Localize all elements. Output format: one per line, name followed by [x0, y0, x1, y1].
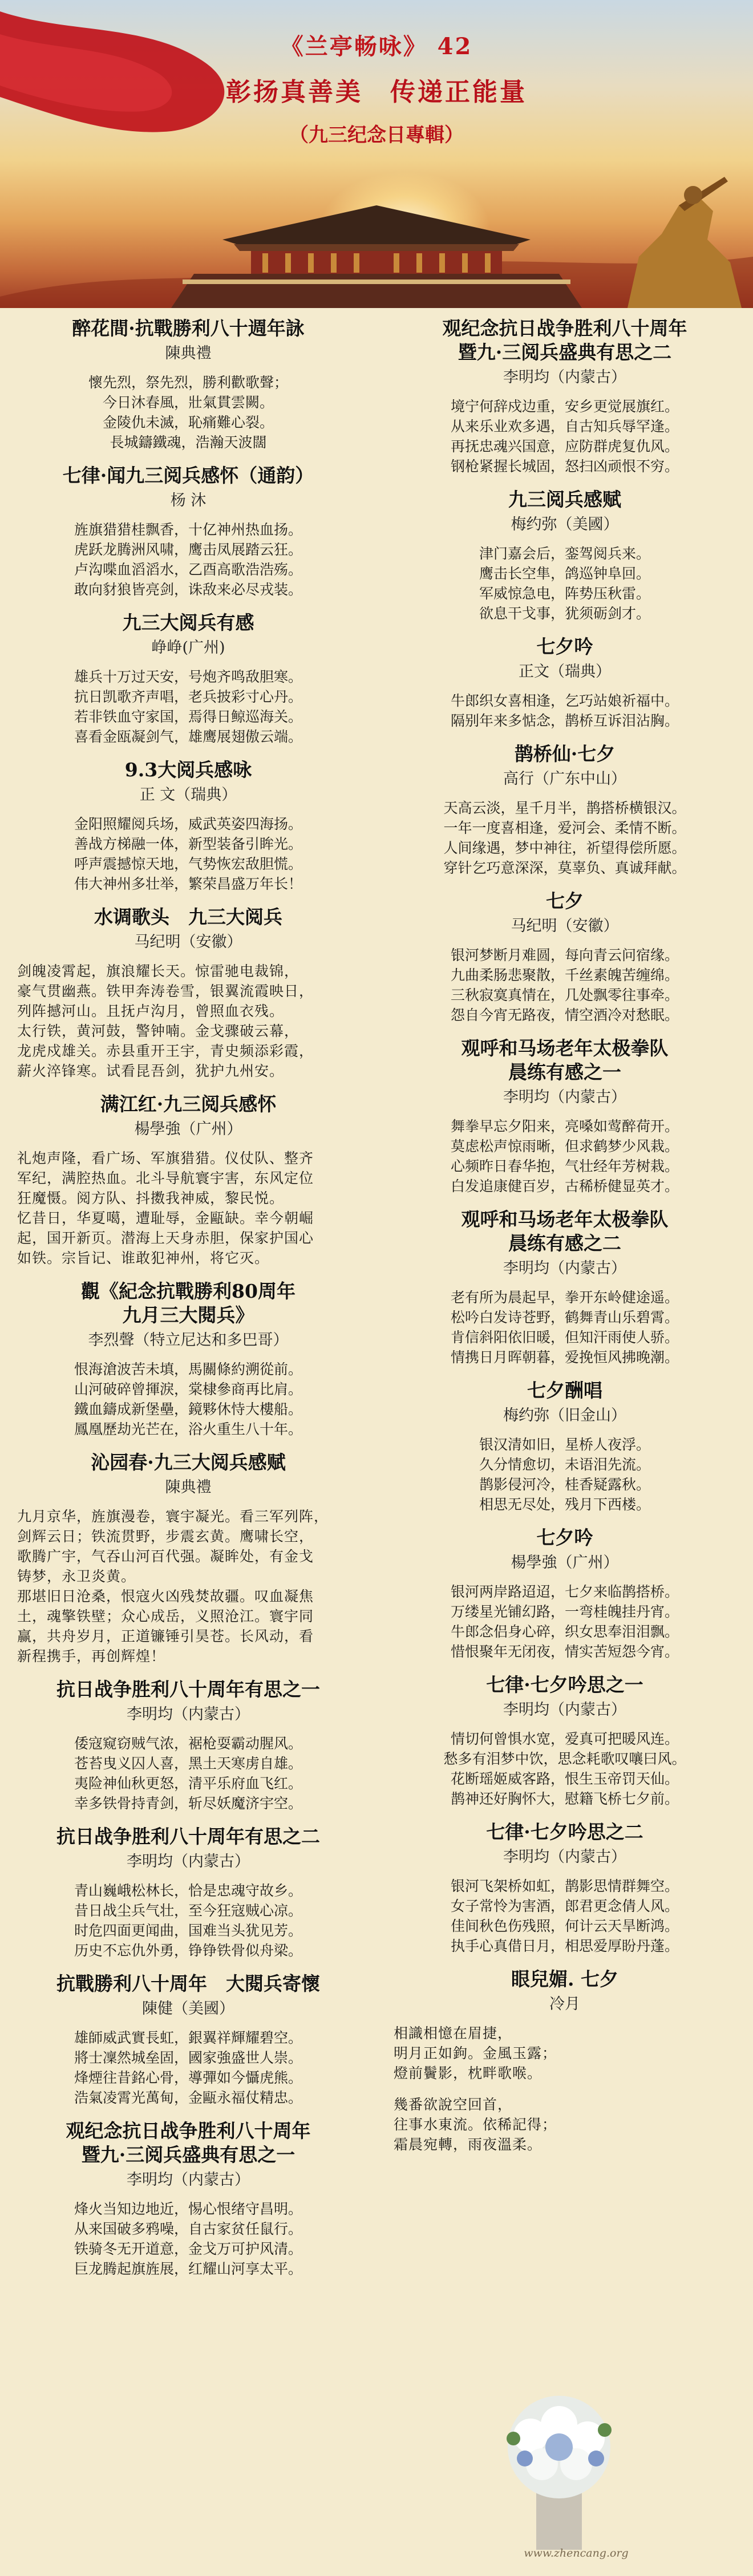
poem-author: 李明均（内蒙古）: [503, 1701, 626, 1719]
poem-body: [6, 814, 371, 894]
poem-line: 赢，共舟岁月，正道镰锤引昊苍。长风动，看: [17, 1628, 314, 1645]
poem-body: [6, 2199, 371, 2279]
poem-title: 七夕: [546, 890, 584, 912]
poem-block: [6, 2119, 371, 2279]
poem-line: 青山巍峨松林长，恰是忠魂守故乡。: [74, 1882, 302, 1899]
poem-body: [6, 2028, 371, 2108]
poem-line: 薪火淬锋寒。试看昆吾剑，犹护九州安。: [17, 1063, 285, 1079]
poem-line: 敢向豺狼皆亮剑，诛敌来必尽戎装。: [74, 581, 302, 598]
poem-line: 银汉清如旧，星桥人夜浮。: [479, 1436, 650, 1453]
poem-body: [6, 1359, 371, 1439]
poem-line: 花断瑶姬威客路，恨生玉帝罚天仙。: [450, 1771, 679, 1787]
poem-author: 马纪明（安徽）: [134, 933, 242, 951]
right-column: [382, 317, 747, 2166]
poem-line: 鐵血鑄成新堡壘，鏡夥休恃大樓船。: [74, 1401, 302, 1417]
poem-line: 银河飞架桥如虹，鹊影思情群舞空。: [450, 1878, 679, 1894]
poem-line: 鳳凰歷劫光芒在，浴火重生八十年。: [74, 1421, 302, 1437]
poem-body: [382, 798, 747, 878]
poem-body: [382, 2023, 747, 2154]
poem-title: 九三阅兵感赋: [508, 488, 621, 511]
poem-author: 梅约弥（美國）: [511, 516, 619, 533]
poem-title: 鹊桥仙·七夕: [514, 743, 616, 765]
poem-block: [382, 1673, 747, 1809]
poem-line: 龙虎戍雄关。赤县重开王宇，青史频添彩霞，: [17, 1043, 314, 1059]
poem-line: 忆昔日，华夏噶，遭耻辱，金甌缺。幸今朝崛: [17, 1210, 314, 1226]
poem-line: 隔别年来多惦念，鹊桥互诉泪沾胸。: [450, 712, 679, 729]
poem-line: 今日沐春風，壯氣貫雲闕。: [102, 394, 274, 411]
poem-line: 倭寇窥窃贼气浓，裾枪耍霸动腥风。: [74, 1735, 302, 1752]
poem-block: [6, 611, 371, 747]
poem-block: [382, 1036, 747, 1196]
poem-title: 七律·七夕吟思之二: [486, 1821, 643, 1843]
poem-line: 烽煙往昔銘心骨，導彈如今懾虎熊。: [74, 2069, 302, 2086]
poem-line: 霜晨宛轉，雨夜溫柔。: [394, 2136, 543, 2153]
poem-block: [382, 1208, 747, 1367]
poem-author: 梅约弥（旧金山）: [503, 1407, 626, 1424]
poem-title: 观呼和马场老年太极拳队 晨练有感之二: [461, 1208, 669, 1254]
poem-line: 九月京华，旌旗漫卷，寰宇凝光。看三军列阵，: [17, 1508, 329, 1525]
poem-title: 水调歌头 九三大阅兵: [94, 906, 282, 928]
poem-author: 李明均（内蒙古）: [127, 1853, 250, 1870]
poem-line: 如铁。宗旨记、谁敢犯神州，将它灭。: [17, 1250, 270, 1266]
poem-line: 牛郎织女喜相逢，乞巧站娘祈福中。: [450, 692, 679, 709]
poem-title: 满江红·九三阅兵感怀: [100, 1093, 277, 1115]
poem-line: 牛郎念侣身心碎，织女思奉泪泪飘。: [450, 1623, 679, 1640]
flower-bouquet-image: [473, 2384, 645, 2550]
poem-author: 陳典禮: [165, 345, 212, 362]
poem-line: 虎跃龙腾洲风啸，鹰击凤展踏云狂。: [74, 541, 302, 558]
poem-author: 峥峥(广州): [151, 639, 225, 657]
poem-body: [382, 396, 747, 476]
poem-line: 抗日凯歌齐声唱，老兵披彩寸心丹。: [74, 688, 302, 705]
poem-line: 伟大神州多壮举，繁荣昌盛万年长！: [74, 876, 302, 892]
poem-line: 狂魔慑。阅方队、抖擞我神威，黎民悦。: [17, 1190, 285, 1206]
poem-title: 觀《紀念抗戰勝利80周年 九月三大閱兵》: [81, 1280, 295, 1326]
palace-illustration: [171, 194, 582, 308]
poem-line: 九曲柔肠悲聚散，千丝素魄苦缠绵。: [450, 967, 679, 983]
poem-line: 一年一度喜相逢，爱河会、柔情不断。: [443, 820, 686, 836]
poem-line: 將士凜然城垒固，國家強盛世人崇。: [74, 2050, 302, 2066]
poem-line: 铁骑冬无开道意，金戈万可护风清。: [74, 2241, 302, 2257]
poem-author: 陳健（美國）: [142, 2000, 234, 2018]
slogan: 彰扬真善美 传递正能量: [226, 78, 527, 107]
poem-block: [6, 1678, 371, 1813]
poem-line: 旌旗猎猎桂飘香，十亿神州热血扬。: [74, 521, 302, 538]
poem-author: 李烈聲（特立尼达和多巴哥）: [88, 1331, 289, 1349]
poem-title: 抗日战争胜利八十周年有思之一: [56, 1678, 320, 1700]
poem-block: [382, 1967, 747, 2154]
poem-author: 正文（瑞典）: [519, 663, 611, 681]
poem-block: [382, 635, 747, 731]
poem-line: 军纪，满腔热血。北斗导航寰宇害，东风定位: [17, 1170, 314, 1186]
poem-title: 七律·七夕吟思之一: [486, 1674, 643, 1696]
poem-line: 昔日战尘兵气壮，至今狂寇贼心凉。: [74, 1902, 302, 1919]
poem-body: [6, 667, 371, 747]
poem-block: [6, 1451, 371, 1666]
poem-line: 幸多铁骨持青剑，斩尽妖魔济宇空。: [74, 1795, 302, 1812]
poem-block: [382, 1379, 747, 1514]
poem-line: 相思无尽处，残月下西楼。: [479, 1496, 650, 1513]
poem-block: [382, 1820, 747, 1956]
poem-line: 万缕星光铺幻路，一弯桂魄挂丹宵。: [450, 1603, 679, 1620]
poem-title: 七夕吟: [536, 635, 593, 658]
poem-line: 相識相憶在眉捷，: [394, 2025, 513, 2042]
poem-author: 正 文（瑞典）: [139, 786, 237, 804]
poem-body: [6, 1733, 371, 1813]
poem-block: [6, 317, 371, 452]
poem-author: 李明均（内蒙古）: [127, 1706, 250, 1723]
poem-line: 礼炮声隆，看广场、军旗猎猎。仪仗队、整齐: [17, 1150, 314, 1167]
poem-line: [394, 2083, 736, 2095]
poem-line: 若非铁血守家国，焉得日鲸巡海关。: [74, 708, 302, 725]
header-banner: [0, 0, 753, 308]
poem-line: 心频昨日春华抱，气壮经年芳树栽。: [450, 1158, 679, 1174]
poem-title: 七律·闻九三阅兵感怀（通韵）: [62, 464, 314, 487]
poem-line: 从来国破多鸦噪，自古家贫任鼠行。: [74, 2221, 302, 2237]
poem-author: 楊學強（广州）: [511, 1554, 619, 1571]
poem-block: [6, 1972, 371, 2108]
poem-block: [382, 742, 747, 878]
poem-body: [382, 1116, 747, 1196]
poem-title: 沁园春·九三大阅兵感赋: [91, 1451, 286, 1473]
poem-block: [382, 317, 747, 476]
poem-title: 抗日战争胜利八十周年有思之二: [56, 1825, 320, 1848]
poem-title: 9.3大阅兵感咏: [124, 759, 252, 781]
poem-body: [6, 372, 371, 452]
poem-block: [382, 1526, 747, 1662]
poem-line: 时危四面更闻曲，国难当头犹见芳。: [74, 1922, 302, 1939]
poem-body: [6, 1506, 371, 1666]
poem-author: 楊學強（广州）: [134, 1120, 242, 1138]
poem-body: [382, 945, 747, 1025]
poem-line: 太行铁，黄河鼓，警钟喃。金戈骤破云幕，: [17, 1023, 299, 1039]
poem-line: 新程携手，再创辉煌！: [17, 1648, 166, 1664]
poem-author: 李明均（内蒙古）: [127, 2171, 250, 2189]
poem-body: [6, 1148, 371, 1268]
poem-line: 三秋寂寞真情在，几处飘零往事牵。: [450, 987, 679, 1003]
poem-line: 天高云淡，星千月半，鹊搭桥横银汉。: [443, 800, 686, 816]
poem-title: 醉花間·抗戰勝利八十週年詠: [72, 317, 305, 339]
poem-line: 雄師威武實長虹，銀翼祥輝耀碧空。: [74, 2030, 302, 2046]
poem-body: [382, 544, 747, 623]
poem-line: 喜看金瓯凝剑气，雄鹰展翅傲云端。: [74, 728, 302, 745]
poem-line: 呼声震撼惊天地，气势恢宏敌胆慌。: [74, 856, 302, 872]
poem-line: 卢沟喋血滔滔水，乙酉高歌浩浩殇。: [74, 561, 302, 578]
poem-line: 起，国开新页。潜海上天身赤胆，保家护国心: [17, 1230, 314, 1246]
poem-line: 往事水東流。依稀記得；: [394, 2116, 557, 2133]
poem-block: [6, 1279, 371, 1439]
poem-line: 情切何曾惧水宽，爱真可把暖风连。: [450, 1731, 679, 1747]
poem-title: 观纪念抗日战争胜利八十周年 暨九·三阅兵盛典有思之一: [66, 2120, 311, 2166]
poem-body: [6, 520, 371, 600]
poem-line: 愁多有泪梦中饮，思念耗歌叹嚷曰风。: [443, 1751, 686, 1767]
poem-line: 铸梦，永卫炎黄。: [17, 1568, 136, 1585]
poem-body: [382, 1876, 747, 1956]
poem-line: 恨海滄波苦未填，馬關條約溯從前。: [74, 1361, 302, 1378]
poem-block: [382, 488, 747, 623]
poem-line: 穿针乞巧意深深，莫辜负、真诚拜献。: [443, 860, 686, 876]
poem-title: 抗戰勝利八十周年 大閱兵寄懷: [56, 1972, 320, 1995]
poem-author: 高行（广东中山）: [503, 770, 626, 788]
poem-line: 剑辉云日；铁流贯野，步震玄黄。鹰啸长空，: [17, 1528, 314, 1545]
poem-line: 鹊神还好胸怀大，慰籍飞桥七夕前。: [450, 1791, 679, 1807]
poem-title: 七夕吟: [536, 1526, 593, 1549]
poem-line: 历史不忘仇外勇，铮铮铁骨似舟梁。: [74, 1942, 302, 1959]
poem-line: 钢枪紧握长城固，怒扫凶顽恨不穷。: [450, 458, 679, 475]
poem-title: 观纪念抗日战争胜利八十周年 暨九·三阅兵盛典有思之二: [442, 317, 687, 363]
poem-line: 老有所为晨起早，拳开东岭健途遥。: [450, 1289, 679, 1306]
poem-author: 马纪明（安徽）: [511, 917, 619, 935]
poem-line: 情携日月晖朝暮，爱挽恒风拂晚潮。: [450, 1349, 679, 1366]
poem-author: 李明均（内蒙古）: [503, 1259, 626, 1277]
poem-line: 懷先烈，祭先烈，勝利歡歌聲；: [88, 374, 288, 391]
special-edition-subtitle: （九三纪念日專輯）: [289, 124, 464, 147]
poem-line: 松吟白发诗苍野，鹤舞青山乐碧霄。: [450, 1309, 679, 1326]
poem-body: [6, 961, 371, 1081]
poem-line: 燈前鬢影，枕畔歌喉。: [394, 2065, 543, 2081]
poem-line: 银河梦断月难圆，每向青云问宿缘。: [450, 947, 679, 963]
poem-author: 杨 沐: [170, 492, 207, 509]
poem-line: 银河两岸路迢迢，七夕来临鹊搭桥。: [450, 1583, 679, 1600]
banner-titles: [0, 29, 753, 147]
poem-block: [6, 1825, 371, 1961]
poem-title: 观呼和马场老年太极拳队 晨练有感之一: [461, 1037, 669, 1083]
poem-line: 列阵撼河山。且抚卢沟月，曾照血衣残。: [17, 1003, 285, 1019]
poem-line: 怨自今宵无路夜，情空酒冷对愁眠。: [450, 1007, 679, 1023]
poem-author: 冷月: [549, 1995, 580, 2013]
poem-block: [6, 905, 371, 1081]
poem-line: 苍苔曳义囚人喜，黑土天寒虏自雄。: [74, 1755, 302, 1772]
poem-block: [6, 1092, 371, 1268]
poem-line: 欲息干戈事，犹须砺剑才。: [479, 605, 650, 622]
poem-body: [382, 1287, 747, 1367]
poem-block: [6, 758, 371, 894]
poem-line: 再抚忠魂兴国意，应防群虎复仇风。: [450, 438, 679, 455]
poem-line: 女子常怜为害酒，郎君更念倩人风。: [450, 1898, 679, 1914]
poem-line: 山河破碎曾揮淚，棠棣參商再比肩。: [74, 1381, 302, 1398]
poem-line: 金陵仇未滅，恥痛難心裂。: [102, 414, 274, 431]
poem-title: 眼兒媚. 七夕: [511, 1968, 618, 1990]
poem-body: [382, 1582, 747, 1662]
poem-body: [382, 1729, 747, 1809]
poem-line: 雄兵十万过天安，号炮齐鸣敌胆寒。: [74, 669, 302, 685]
left-column: [6, 317, 371, 2290]
poem-line: 豪气贯幽燕。铁甲奔涛卷雪，银翼流霞映日，: [17, 983, 314, 999]
poem-line: 巨龙腾起旗旌展，红耀山河享太平。: [74, 2261, 302, 2277]
poem-line: 白发追康健百岁，古稀桥健显英才。: [450, 1178, 679, 1194]
poem-line: 金阳照耀阅兵场，威武英姿四海扬。: [74, 816, 302, 832]
poem-author: 陳典禮: [165, 1479, 212, 1496]
poem-line: 莫虑松声惊雨晰，但求鹤梦少风栽。: [450, 1138, 679, 1155]
poem-line: 从来乐业欢多遇，自古知兵辱罕逢。: [450, 418, 679, 435]
poem-line: 执手心真借日月，相思爱厚盼丹蓬。: [450, 1938, 679, 1954]
website-watermark: www.zhencang.org: [524, 2547, 629, 2559]
poem-line: 舞拳早忘夕阳来，亮嗓如莺醉荷开。: [450, 1118, 679, 1135]
poem-body: [6, 1881, 371, 1961]
poem-line: 人间缘遇，梦中神往，祈望得偿所愿。: [443, 840, 686, 856]
poem-title: 七夕酬唱: [527, 1379, 602, 1402]
poem-line: 長城鑄鐵魂，浩瀚天波闊: [110, 434, 267, 451]
poem-line: 明月正如鉤。金風玉露；: [394, 2045, 557, 2061]
poem-line: 军威惊急电，阵势压秋雷。: [479, 585, 650, 602]
poem-body: [382, 691, 747, 731]
poem-line: 津门嘉会后，銮驾阅兵来。: [479, 545, 650, 562]
poem-author: 李明均（内蒙古）: [503, 1848, 626, 1866]
poem-body: [382, 1435, 747, 1514]
poem-line: 肯信斜阳依旧暖，但知汗雨使人骄。: [450, 1329, 679, 1346]
poem-line: 善战方梯融一体，新型装备引眸光。: [74, 836, 302, 852]
poem-line: 佳间秋色伤残照，何计云天旱断鸿。: [450, 1918, 679, 1934]
poem-line: 幾番欲說空回首，: [394, 2096, 513, 2113]
poem-line: 夷险神仙秋更怒，清平乐府血飞红。: [74, 1775, 302, 1792]
poem-line: 惜恨聚年无闭夜，情实苦短怨今宵。: [450, 1643, 679, 1660]
poem-line: 剑魄凌霄起，旗浪耀长天。惊雷驰电裁锦，: [17, 963, 299, 979]
poem-author: 李明均（内蒙古）: [503, 368, 626, 386]
poem-line: 歌腾广宇，气吞山河百代强。凝眸处，有金戈: [17, 1548, 314, 1565]
poem-block: [382, 889, 747, 1025]
poem-block: [6, 464, 371, 600]
poem-author: 李明均（内蒙古）: [503, 1088, 626, 1106]
poem-line: 土，魂擎铁壁；众心成岳，义照沧江。寰宇同: [17, 1608, 314, 1625]
poem-line: 浩氣凌霄光萬甸，金甌永福仗精忠。: [74, 2089, 302, 2106]
poem-line: 烽火当知边地近，惕心恨绪守昌明。: [74, 2201, 302, 2217]
poem-line: 鹊影侵河冷，桂香疑露秋。: [479, 1476, 650, 1493]
poem-title: 九三大阅兵有感: [122, 611, 254, 634]
poem-line: 鹰击长空隼，鸽巡钟阜回。: [479, 565, 650, 582]
poem-line: 那堪旧日沧桑，恨寇火凶残焚故疆。叹血凝焦: [17, 1588, 314, 1605]
soldiers-statue-illustration: [593, 171, 753, 308]
poem-line: 境宁何辞戍边重，安乡更觉展旗红。: [450, 398, 679, 415]
poem-line: 久分情愈切，未语泪先流。: [479, 1456, 650, 1473]
series-title: 《兰亭畅咏》 42: [280, 33, 473, 60]
